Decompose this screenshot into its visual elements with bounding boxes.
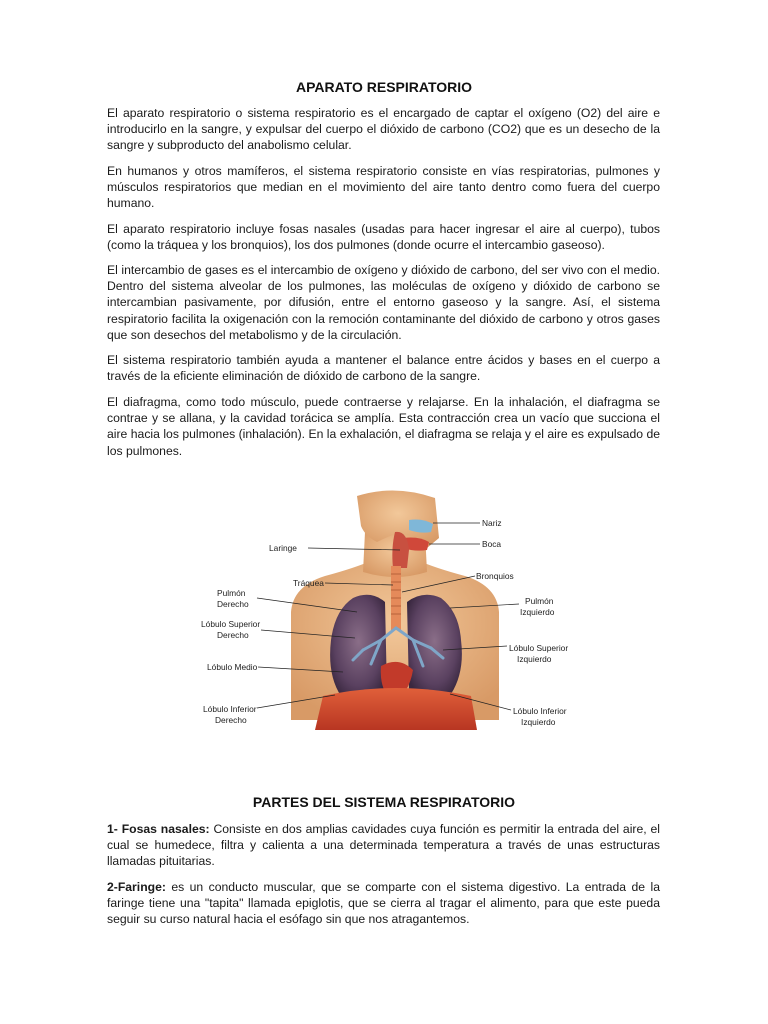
label-lobulo-inferior-izquierdo-2: Izquierdo [521, 717, 556, 727]
label-pulmon-izquierdo-1: Pulmón [525, 596, 554, 606]
label-pulmon-izquierdo-2: Izquierdo [520, 607, 555, 617]
label-lobulo-inferior-derecho-2: Derecho [215, 715, 247, 725]
respiratory-system-illustration [195, 490, 575, 730]
label-traquea: Tráquea [293, 578, 324, 588]
paragraph-acid-base: El sistema respiratorio también ayuda a mantener el balance entre ácidos y bases en el cuerpo a través de la eficiente eliminación de dióxido de carbono de la sangre. [107, 353, 660, 384]
label-lobulo-superior-izquierdo-2: Izquierdo [517, 654, 552, 664]
label-lobulo-superior-derecho-2: Derecho [217, 630, 249, 640]
section-title: PARTES DEL SISTEMA RESPIRATORIO [252, 794, 516, 810]
label-laringe: Laringe [269, 543, 297, 553]
part-description: Consiste en dos amplias cavidades cuya función es permitir la entrada del aire, el cual se humedece, filtra y calienta a una determinada temperatura a través de unas estructuras llamadas pituitarias. [107, 822, 660, 869]
part-item-fosas-nasales [107, 821, 660, 870]
part-term: 1- Fosas nasales: [107, 822, 210, 836]
label-bronquios: Bronquios [476, 571, 514, 581]
label-lobulo-inferior-derecho-1: Lóbulo Inferior [203, 704, 257, 714]
label-lobulo-superior-izquierdo-1: Lóbulo Superior [509, 643, 569, 653]
label-lobulo-inferior-izquierdo-1: Lóbulo Inferior [513, 706, 567, 716]
abdominal-organs [315, 688, 477, 730]
paragraph-intro: El aparato respiratorio o sistema respiratorio es el encargado de captar el oxígeno (O2) del aire e introducirlo en la sangre, y expulsar del cuerpo el dióxido de carbono (CO2) que es un desecho de la sangre y subproducto del anabolismo celular. [107, 106, 660, 153]
label-pulmon-derecho-1: Pulmón [217, 588, 246, 598]
paragraph-mammals: En humanos y otros mamíferos, el sistema respiratorio consiste en vías respiratorias, pulmones y músculos respiratorios que median en el movimiento del aire tanto dentro como fuera del cuerpo humano. [107, 164, 660, 211]
label-lobulo-superior-derecho-1: Lóbulo Superior [201, 619, 261, 629]
paragraph-components: El aparato respiratorio incluye fosas nasales (usadas para hacer ingresar el aire al cuerpo), tubos (como la tráquea y los bronquios), los dos pulmones (donde ocurre el intercambio gaseoso). [107, 222, 660, 253]
label-nariz: Nariz [482, 518, 502, 528]
part-term: 2-Faringe: [107, 880, 166, 894]
respiratory-diagram [195, 490, 575, 730]
paragraph-diaphragm: El diafragma, como todo músculo, puede contraerse y relajarse. En la inhalación, el diafragma se contrae y se allana, y la cavidad torácica se amplía. Esta contracción crea un vacío que succiona el aire hacia los pulmones (inhalación). En la exhalación, el diafragma se relaja y el aire es expulsado de los pulmones. [107, 395, 660, 458]
paragraph-gas-exchange: El intercambio de gases es el intercambio de oxígeno y dióxido de carbono, del ser vivo con el medio. Dentro del sistema alveolar de los pulmones, las moléculas de oxígeno y dióxido de carbono se intercambian pasivamente, por difusión, entre el entorno gaseoso y la sangre. Así, el sistema respiratorio facilita la oxigenación con la remoción contaminante del dióxido de carbono y otros gases que son desechos del metabolismo y de la circulación. [107, 263, 660, 342]
label-lobulo-medio: Lóbulo Medio [207, 662, 258, 672]
page-title: APARATO RESPIRATORIO [295, 79, 473, 95]
label-pulmon-derecho-2: Derecho [217, 599, 249, 609]
part-item-faringe [107, 879, 660, 928]
label-boca: Boca [482, 539, 502, 549]
part-description: es un conducto muscular, que se comparte con el sistema digestivo. La entrada de la faringe tiene una "tapita" llamada epiglotis, que se cierra al tragar el alimento, para que este pueda seguir su curso natural hacia el esófago sin que nos atragantemos. [107, 880, 660, 927]
